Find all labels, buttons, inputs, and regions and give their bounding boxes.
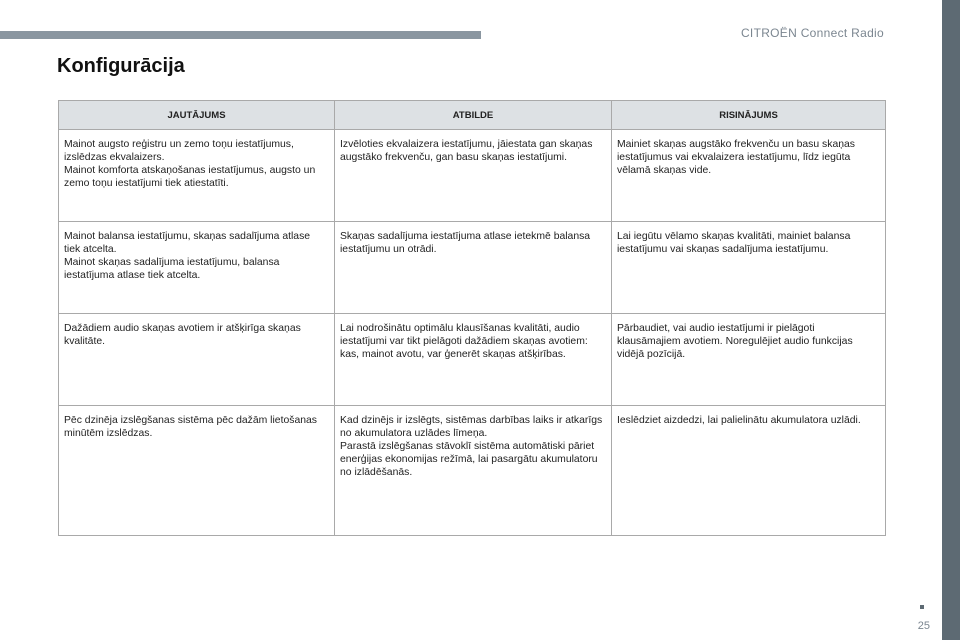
column-header-answer: ATBILDE — [335, 101, 612, 130]
column-header-solution: RISINĀJUMS — [612, 101, 886, 130]
question-cell: Mainot balansa iestatījumu, skaņas sadalījuma atlase tiek atcelta. Mainot skaņas sadalījuma iestatījumu, balansa iestatījuma atlase tiek atcelta. — [59, 222, 335, 314]
side-band — [942, 0, 960, 640]
table-row — [59, 406, 886, 536]
solution-cell: Lai iegūtu vēlamo skaņas kvalitāti, mainiet balansa iestatījumu vai skaņas sadalījuma iestatījumu. — [612, 222, 886, 314]
page-title: Konfigurācija — [57, 55, 185, 77]
answer-cell: Lai nodrošinātu optimālu klausīšanas kvalitāti, audio iestatījumi var tikt pielāgoti dažādiem skaņas avotiem: kas, mainot avotu, var ģenerēt skaņas atšķirības. — [335, 314, 612, 406]
table-row — [59, 130, 886, 222]
answer-cell: Izvēloties ekvalaizera iestatījumu, jāiestata gan skaņas augstāko frekvenču, gan basu skaņas iestatījumi. — [335, 130, 612, 222]
question-cell: Pēc dzinēja izslēgšanas sistēma pēc dažām lietošanas minūtēm izslēdzas. — [59, 406, 335, 536]
solution-cell: Pārbaudiet, vai audio iestatījumi ir pielāgoti klausāmajiem avotiem. Noregulējiet audio funkcijas vidējā pozīcijā. — [612, 314, 886, 406]
table-row — [59, 222, 886, 314]
page-number: 25 — [917, 620, 930, 632]
brand-label: CITROËN Connect Radio — [740, 26, 884, 40]
answer-cell: Skaņas sadalījuma iestatījuma atlase ietekmē balansa iestatījumu un otrādi. — [335, 222, 612, 314]
column-header-question: JAUTĀJUMS — [59, 101, 335, 130]
question-cell: Dažādiem audio skaņas avotiem ir atšķirīga skaņas kvalitāte. — [59, 314, 335, 406]
solution-cell: Mainiet skaņas augstāko frekvenču un basu skaņas iestatījumus vai ekvalaizera iestatījumu, līdz iegūta vēlamā skaņas vide. — [612, 130, 886, 222]
table-row — [59, 314, 886, 406]
page-marker-dot — [920, 605, 924, 609]
troubleshooting-table — [58, 100, 886, 536]
header-bar — [0, 31, 481, 39]
table-header-row — [59, 101, 886, 130]
question-cell: Mainot augsto reģistru un zemo toņu iestatījumus, izslēdzas ekvalaizers. Mainot komforta atskaņošanas iestatījumus, augsto un zemo toņu iestatījumi tiek atiestatīti. — [59, 130, 335, 222]
answer-cell: Kad dzinējs ir izslēgts, sistēmas darbības laiks ir atkarīgs no akumulatora uzlādes līmeņa. Parastā izslēgšanas stāvoklī sistēma automātiski pāriet enerģijas ekonomijas režīmā, lai pasargātu akumulatoru no izlādēšanās. — [335, 406, 612, 536]
solution-cell: Ieslēdziet aizdedzi, lai palielinātu akumulatora uzlādi. — [612, 406, 886, 536]
